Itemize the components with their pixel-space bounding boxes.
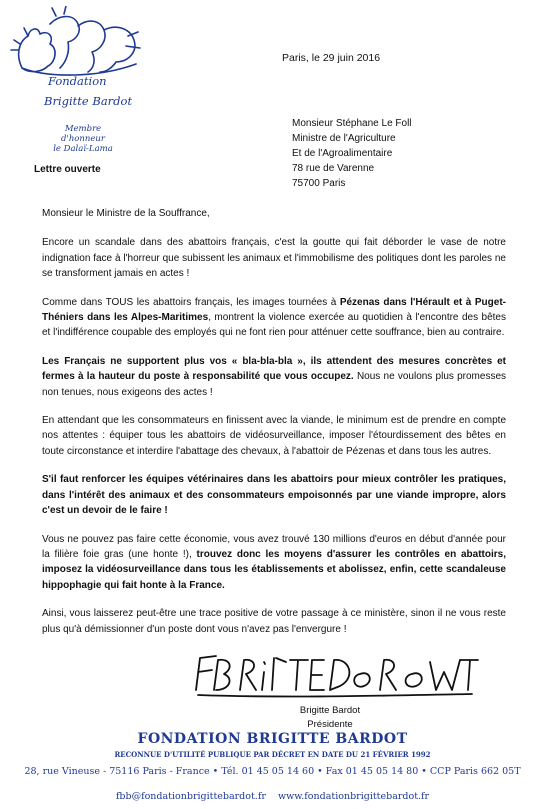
body-paragraph [42,413,506,459]
text-segment: Encore un scandale dans des abattoirs français, c'est la goutte qui fait déborder le vase de notre indignation face à l'horreur que subissent les animaux et l'immobilisme des politiques dont les paroles ne se transforment jamais en actes ! [42,237,506,280]
body-paragraph [42,354,506,400]
footer-foundation-name: FONDATION BRIGITTE BARDOT [137,731,408,747]
handwritten-signature [190,650,480,700]
text-segment: Comme dans TOUS les abattoirs français, les images tournées à [42,296,340,308]
footer-contacts [0,791,545,802]
signer-name: Brigitte Bardot [299,705,361,716]
signer-role: Présidente [307,719,353,730]
honor-member [44,124,122,154]
text-segment: , montrent la violence exercée au quotidien à l'encontre des bêtes et l'indifférence coupable des employés qui ne font rien pour atténuer cette souffrance, bien au contraire. [42,312,506,339]
foundation-logo [8,6,158,106]
letter-type: Lettre ouverte [34,164,101,175]
logo-title: Fondation [48,74,107,88]
text-segment: En attendant que les consommateurs en finissent avec la viande, le minimum est de prendre en compte nos attentes : équiper tous les abattoirs de vidéosurveillance, imposer l'étourdissement des bêtes en toute circonstance et interdire l'abattage des chevaux, à l'abattoir de Pézenas et dans tous les autres. [42,415,506,457]
letter-body [42,206,506,650]
recipient-line: 78 rue de Varenne [292,163,375,174]
body-paragraph [42,532,506,594]
body-paragraph [42,606,506,637]
animals-logo-icon [8,6,158,106]
bold-text-segment: trouvez donc les moyens d'assurer les contrôles en abattoirs, imposez la vidéosurveillance dans tous les établissements et abolissez, enfin, cette scandaleuse hippophagie qui fait honte à la France. [42,548,506,591]
footer-email-link[interactable]: fbb@fondationbrigittebardot.fr [115,791,266,802]
recipient-line: Ministre de l'Agriculture [292,133,396,144]
text-segment: Ainsi, vous laisserez peut-être une trace positive de votre passage à ce ministère, sinon il ne vous reste plus qu'à démissionner d'un poste dont vous n'avez pas l'envergure ! [42,608,506,635]
body-paragraph [42,235,506,281]
recipient-address [292,116,412,191]
text-segment: Nous ne voulons plus promesses non tenues, nous exigeons des actes ! [42,371,507,398]
footer-website-link[interactable]: www.fondationbrigittebardot.fr [278,791,430,802]
footer-separator [269,791,275,802]
paragraph-list [42,235,506,637]
salutation: Monsieur le Ministre de la Souffrance, [42,208,210,219]
text-segment: Vous ne pouvez pas faire cette économie, vous avez trouvé 130 millions d'euros en début d'année pour la filière foie gras (une honte !), [42,533,506,560]
body-paragraph [42,295,506,341]
footer-address: 28, rue Vineuse - 75116 Paris - France • Tél. 01 45 05 14 60 • Fax 01 45 05 14 80 • CCP Paris 662 05T [24,766,521,777]
recipient-line: Monsieur Stéphane Le Foll [292,118,412,129]
recipient-line: 75700 Paris [292,178,346,189]
body-paragraph [42,472,506,518]
bold-text-segment: Pézenas dans l'Hérault et à Puget-Théniers dans les Alpes-Maritimes [42,296,506,324]
logo-subtitle: Brigitte Bardot [44,94,133,108]
honor-name: le Dalaï-Lama [53,144,113,154]
bold-text-segment: Les Français ne supportent plus vos « bla-bla-bla », ils attendent des mesures concrètes et fermes à la hauteur du poste à responsabilité que vous occupez. [42,355,506,383]
letter-date: Paris, le 29 juin 2016 [282,52,381,64]
honor-label: Membre d'honneur [61,124,105,144]
recipient-line: Et de l'Agroalimentaire [292,148,393,159]
bold-text-segment: S'il faut renforcer les équipes vétérinaires dans les abattoirs pour mieux contrôler les pratiques, dans l'intérêt des animaux et des consommateurs empoisonnés par une viande impropre, alors c'est un devoir de le faire ! [42,474,506,517]
footer-recognition: RECONNUE D'UTILITÉ PUBLIQUE PAR DÉCRET EN DATE DU 21 FÉVRIER 1992 [114,750,431,759]
